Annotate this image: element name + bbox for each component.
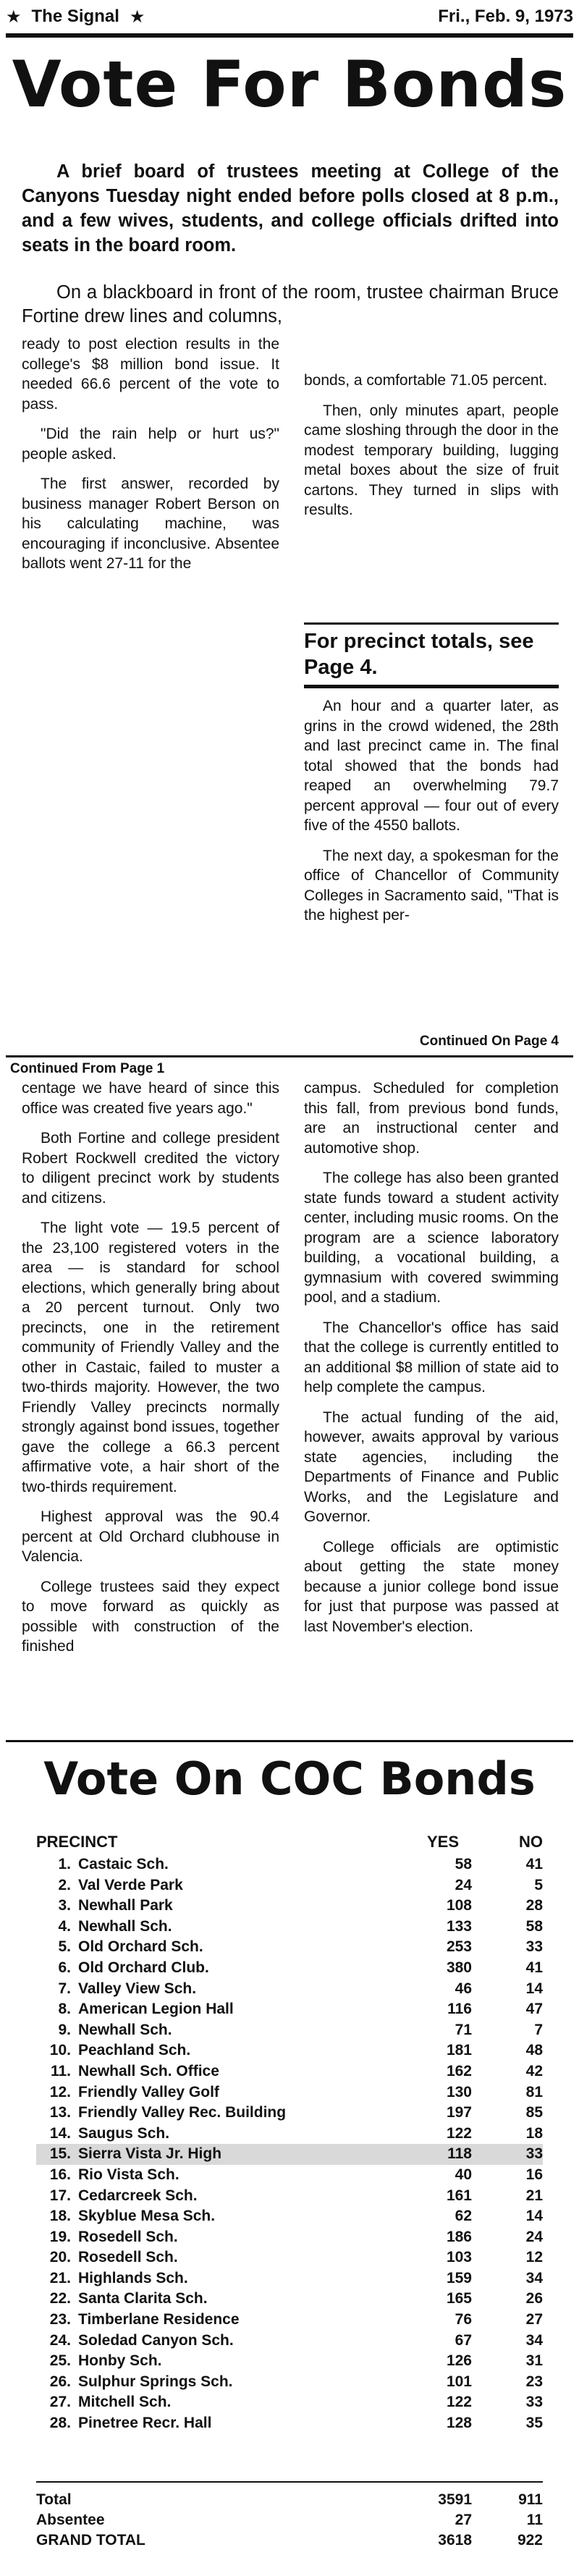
table-row — [36, 1979, 543, 2000]
issue-date: Fri., Feb. 9, 1973 — [438, 7, 573, 26]
divider — [304, 685, 559, 688]
precinct-name: Soledad Canyon Sch. — [78, 2331, 234, 2349]
table-row — [36, 2310, 543, 2331]
yes-count: 24 — [455, 1876, 472, 1893]
precinct-name: Newhall Park — [78, 1897, 173, 1914]
yes-count: 133 — [446, 1917, 472, 1935]
paragraph: "Did the rain help or hurt us?" people asked. — [22, 426, 279, 463]
no-count: 18 — [525, 2124, 543, 2142]
precinct-name: Friendly Valley Rec. Building — [78, 2104, 287, 2121]
yes-count: 58 — [455, 1856, 472, 1872]
precinct-name: Newhall Sch. — [78, 2021, 172, 2038]
no-count: 48 — [525, 2042, 543, 2059]
yes-count: 118 — [447, 2145, 472, 2163]
precinct-note: For precinct totals, see Page 4. — [304, 630, 534, 679]
table-row — [36, 1875, 543, 1896]
no-header: NO — [519, 1833, 543, 1851]
table-row — [36, 2020, 543, 2041]
yes-count: 126 — [446, 2352, 472, 2370]
yes-count: 116 — [447, 2001, 472, 2018]
precinct-number: 6. — [58, 1959, 71, 1976]
table-row — [36, 2206, 543, 2227]
no-count: 58 — [525, 1917, 543, 1935]
paragraph: campus. Scheduled for completion this fall, from previous bond funds, are an instructional center and automotive shop. — [304, 1080, 559, 1157]
paragraph: College officials are optimistic about getting the state money because a junior college bond issue for just that purpose was passed at last November's election. — [304, 1538, 559, 1635]
yes-count: 40 — [455, 2166, 472, 2183]
paragraph: College trustees said they expect to move forward as quickly as possible with construction of the finished — [22, 1578, 279, 1655]
precinct-number: 18. — [49, 2208, 71, 2225]
no-count: 41 — [525, 1959, 543, 1976]
no-count: 28 — [525, 1897, 543, 1914]
paragraph: An hour and a quarter later, as grins in the crowd widened, the 28th and last precinct came in. The final total showed that the bonds had reaped an overwhelming 79.7 percent approval — four out of every five of the 4550 ballots. — [304, 698, 559, 834]
table-row — [36, 1896, 543, 1917]
totals-row — [36, 2530, 543, 2551]
precinct-name: Sierra Vista Jr. High — [78, 2145, 222, 2163]
divider — [304, 622, 559, 625]
precinct-number: 4. — [58, 1917, 71, 1935]
table-row — [36, 2331, 543, 2352]
yes-count: 76 — [455, 2311, 472, 2328]
yes-count: 122 — [446, 2124, 472, 2142]
table-row — [36, 1854, 543, 1875]
precinct-number: 9. — [58, 2021, 71, 2038]
yes-count: 130 — [446, 2083, 472, 2100]
yes-count: 197 — [446, 2104, 472, 2121]
precinct-number: 14. — [49, 2124, 71, 2142]
no-count: 16 — [525, 2166, 543, 2183]
no-count: 21 — [525, 2187, 543, 2204]
yes-count: 159 — [446, 2269, 472, 2286]
precinct-name: Timberlane Residence — [78, 2311, 240, 2328]
paragraph: centage we have heard of since this office was created five years ago." — [22, 1080, 279, 1117]
no-count: 23 — [525, 2373, 543, 2390]
paragraph: The Chancellor's office has said that the college is currently entitled to an additional $8 million of state aid to help complete the campus. — [304, 1319, 559, 1395]
table-row — [36, 2165, 543, 2186]
no-count: 26 — [525, 2290, 543, 2307]
table-row — [36, 2227, 543, 2248]
precinct-number: 27. — [49, 2394, 71, 2411]
yes-count: 103 — [446, 2249, 472, 2266]
precinct-name: Sulphur Springs Sch. — [78, 2373, 233, 2390]
precinct-number: 11. — [50, 2062, 71, 2079]
precinct-number: 8. — [58, 2001, 71, 2018]
star-icon: ★ — [6, 7, 22, 27]
no-count: 34 — [525, 2269, 543, 2286]
yes-count: 128 — [446, 2415, 472, 2432]
table-row — [36, 2061, 543, 2082]
paragraph: The first answer, recorded by business manager Robert Berson on his calculating machine, was encouraging if inconclusive. Absentee ballots went 27-11 for the — [22, 476, 279, 572]
yes-count: 108 — [446, 1897, 472, 1914]
precinct-name: Honby Sch. — [78, 2352, 162, 2370]
no-count: 33 — [525, 2145, 543, 2163]
table-row — [36, 2392, 543, 2413]
no-count: 7 — [534, 2021, 543, 2038]
precinct-name: Rosedell Sch. — [78, 2228, 178, 2245]
section-rule — [6, 1740, 573, 1742]
precinct-name: Rosedell Sch. — [78, 2249, 178, 2266]
paragraph: The actual funding of the aid, however, awaits approval by various state agencies, including the Departments of Finance and Public Works, and the Legislature and Governor. — [304, 1409, 559, 1525]
vote-table — [36, 1854, 543, 2434]
star-icon: ★ — [129, 7, 145, 27]
no-count: 42 — [525, 2062, 543, 2079]
no-count: 47 — [525, 2001, 543, 2018]
paper-name: The Signal — [31, 7, 119, 26]
no-total: 922 — [517, 2532, 543, 2548]
column-left-bottom — [22, 1078, 279, 1667]
yes-count: 71 — [455, 2021, 472, 2038]
totals-row — [36, 2490, 543, 2510]
no-count: 35 — [525, 2415, 543, 2432]
precinct-number: 17. — [49, 2187, 71, 2204]
table-row — [36, 1917, 543, 1938]
precinct-number: 25. — [49, 2352, 71, 2370]
paragraph: The college has also been granted state funds toward a student activity center, including music rooms. On the program are a science laboratory building, a vocational building, a gymnasium with covered swimming pool, and a stadium. — [304, 1170, 559, 1306]
no-count: 33 — [525, 1938, 543, 1956]
precinct-number: 1. — [58, 1856, 71, 1872]
lead-paragraph: A brief board of trustees meeting at College of the Canyons Tuesday night ended before polls closed at 8 p.m., and a few wives, students, and college officials drifted into seats in the board room. — [22, 161, 559, 256]
table-row — [36, 1999, 543, 2020]
continued-from-label: Continued From Page 1 — [10, 1061, 165, 1076]
precinct-name: Cedarcreek Sch. — [78, 2187, 198, 2204]
headline: Vote For Bonds — [12, 47, 567, 122]
column-right-top — [304, 371, 559, 531]
precinct-number: 22. — [49, 2290, 71, 2307]
total-label: Absentee — [36, 2512, 105, 2528]
precinct-name: Pinetree Recr. Hall — [78, 2415, 212, 2432]
precinct-number: 20. — [49, 2249, 71, 2266]
yes-count: 380 — [446, 1959, 472, 1976]
column-right-mid — [304, 696, 559, 936]
yes-count: 62 — [455, 2208, 472, 2225]
paragraph: The light vote — 19.5 percent of the 23,100 registered voters in the area — is standard for school elections, which generally bring about a 20 percent turnout. Only two precincts, one in the retirement community of Friendly Valley and the other in Castaic, failed to muster a two-thirds majority. However, the two Friendly Valley precincts normally strongly against bond issues, together gave the college a 66.3 percent affirmative vote, a hair short of the two-thirds requirement. — [22, 1220, 279, 1495]
precinct-number: 7. — [58, 1980, 71, 1997]
totals-rule — [36, 2481, 543, 2483]
yes-count: 101 — [446, 2373, 472, 2390]
precinct-number: 2. — [58, 1876, 71, 1893]
masthead-rule — [6, 33, 573, 38]
paragraph: Both Fortine and college president Robert Rockwell credited the victory to diligent precinct work by students and citizens. — [22, 1130, 279, 1207]
no-total: 911 — [518, 2491, 543, 2508]
precinct-name: Peachland Sch. — [78, 2042, 191, 2059]
total-label: GRAND TOTAL — [36, 2532, 145, 2548]
no-count: 14 — [525, 1980, 543, 1997]
table-row — [36, 2413, 543, 2434]
paragraph: Then, only minutes apart, people came sloshing through the door in the modest temporary building, lugging metal boxes about the size of fruit cartons. They turned in slips with results. — [304, 402, 559, 518]
precinct-name: Skyblue Mesa Sch. — [78, 2208, 216, 2225]
precinct-number: 3. — [58, 1897, 71, 1914]
no-count: 14 — [525, 2208, 543, 2225]
precinct-number: 23. — [49, 2311, 71, 2328]
precinct-name: Newhall Sch. — [78, 1917, 172, 1935]
precinct-name: Santa Clarita Sch. — [78, 2290, 208, 2307]
precinct-number: 24. — [49, 2331, 71, 2349]
precinct-name: Highlands Sch. — [78, 2269, 188, 2286]
no-count: 27 — [525, 2311, 543, 2328]
yes-count: 253 — [446, 1938, 472, 1956]
table-row — [36, 2247, 543, 2268]
table-row — [36, 2268, 543, 2289]
paragraph: The next day, a spokesman for the office of Chancellor of Community Colleges in Sacramento said, "That is the highest per- — [304, 847, 559, 924]
vote-table-title: Vote On COC Bonds — [43, 1752, 536, 1805]
continued-on-label: Continued On Page 4 — [419, 1034, 559, 1049]
precinct-number: 10. — [49, 2042, 71, 2059]
no-count: 34 — [525, 2331, 543, 2349]
precinct-name: Old Orchard Sch. — [78, 1938, 203, 1956]
no-count: 31 — [525, 2352, 543, 2370]
table-row — [36, 1937, 543, 1958]
precinct-number: 13. — [49, 2104, 71, 2121]
precinct-name: Valley View Sch. — [78, 1980, 197, 1997]
no-count: 24 — [525, 2228, 543, 2245]
precinct-name: Rio Vista Sch. — [78, 2166, 179, 2183]
no-count: 33 — [525, 2394, 543, 2411]
precinct-name: Saugus Sch. — [78, 2124, 170, 2142]
precinct-name: American Legion Hall — [78, 2001, 234, 2018]
yes-count: 67 — [455, 2331, 472, 2349]
precinct-number: 21. — [49, 2269, 71, 2286]
yes-count: 181 — [446, 2042, 472, 2059]
table-row — [36, 2351, 543, 2372]
precinct-name: Val Verde Park — [78, 1876, 183, 1893]
table-row — [36, 2186, 543, 2207]
precinct-name: Castaic Sch. — [78, 1856, 169, 1872]
no-count: 12 — [525, 2249, 543, 2266]
masthead-left — [6, 7, 145, 28]
yes-count: 162 — [446, 2062, 472, 2079]
yes-total: 3591 — [438, 2491, 472, 2508]
yes-count: 46 — [455, 1980, 472, 1997]
yes-count: 165 — [446, 2290, 472, 2307]
yes-count: 186 — [446, 2228, 472, 2245]
column-right-bottom — [304, 1078, 559, 1647]
precinct-name: Mitchell Sch. — [78, 2394, 172, 2411]
table-row — [36, 2082, 543, 2103]
table-row — [36, 1958, 543, 1979]
no-count: 41 — [525, 1856, 543, 1872]
table-row — [36, 2144, 543, 2165]
yes-total: 3618 — [438, 2532, 472, 2548]
no-count: 85 — [525, 2104, 543, 2121]
sub-paragraph: On a blackboard in front of the room, trustee chairman Bruce Fortine drew lines and columns, — [22, 282, 559, 326]
precinct-number: 12. — [49, 2083, 71, 2100]
section-rule — [6, 1055, 573, 1057]
column-left-top — [22, 334, 279, 584]
precinct-name: Old Orchard Club. — [78, 1959, 209, 1976]
precinct-number: 28. — [49, 2415, 71, 2432]
table-row — [36, 2289, 543, 2310]
precinct-number: 15. — [49, 2145, 71, 2163]
total-label: Total — [36, 2491, 72, 2508]
no-count: 5 — [534, 1876, 543, 1893]
table-row — [36, 2124, 543, 2145]
no-count: 81 — [525, 2083, 543, 2100]
precinct-name: Friendly Valley Golf — [78, 2083, 219, 2100]
no-total: 11 — [526, 2512, 543, 2528]
paragraph: Highest approval was the 90.4 percent at Old Orchard clubhouse in Valencia. — [22, 1508, 279, 1565]
yes-header: YES — [426, 1833, 460, 1851]
masthead — [6, 4, 573, 29]
totals-row — [36, 2510, 543, 2530]
precinct-number: 19. — [49, 2228, 71, 2245]
yes-count: 161 — [446, 2187, 472, 2204]
table-row — [36, 2040, 543, 2061]
yes-total: 27 — [455, 2512, 472, 2528]
precinct-name: Newhall Sch. Office — [78, 2062, 219, 2079]
table-row — [36, 2372, 543, 2393]
precinct-header: PRECINCT — [36, 1833, 118, 1851]
paragraph: bonds, a comfortable 71.05 percent. — [304, 372, 548, 389]
precinct-number: 16. — [49, 2166, 71, 2183]
paragraph: ready to post election results in the college's $8 million bond issue. It needed 66.6 percent of the vote to pass. — [22, 336, 279, 413]
precinct-number: 5. — [58, 1938, 71, 1956]
vote-totals — [36, 2490, 543, 2551]
precinct-number: 26. — [49, 2373, 71, 2390]
table-row — [36, 2103, 543, 2124]
yes-count: 122 — [446, 2394, 472, 2411]
